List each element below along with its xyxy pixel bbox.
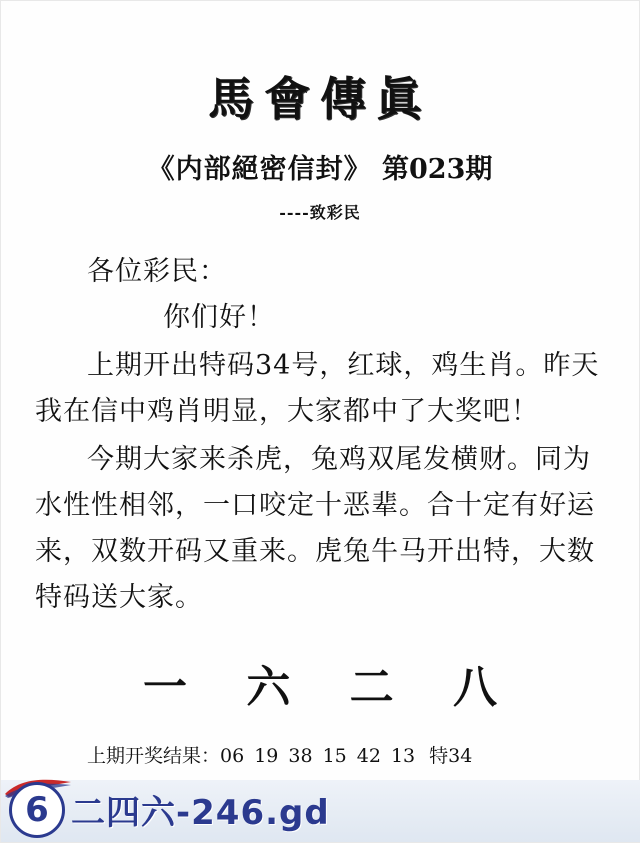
result-number: 13 [390,745,416,767]
special-label: 特 [429,745,449,767]
dedication-line: ----致彩民 [279,203,361,222]
page-title: 馬會傳眞 [208,72,432,126]
paragraph-2: 今期大家来杀虎，兔鸡双尾发横财。同为水性性相邻，一口咬定十恶辈。合十定有好运来，双数开码又重来。虎兔牛马开出特，大数特码送大家。 [35,444,595,613]
greeting-line-1: 各位彩民： [87,256,227,287]
result-number: 15 [322,745,347,767]
letter-body [35,249,605,621]
previous-results-label: 上期开奖结果： [87,745,221,767]
confidential-envelope-label: 《内部絕密信封》 [147,154,372,185]
lucky-numbers: 一 六 二 八 [143,662,519,713]
site-logo-icon: 6 [9,782,65,838]
previous-results-line [1,741,639,768]
brand-domain: 246.gd [191,793,330,833]
brand-chinese: 二四六 [71,793,176,833]
brand-text [71,785,330,834]
brand-dash: - [176,793,192,833]
result-number: 38 [288,745,313,767]
special-number: 34 [448,745,473,767]
subtitle-line [1,147,639,186]
result-number: 42 [356,745,381,767]
issue-number: 第023期 [382,154,493,185]
result-number: 06 [220,745,245,767]
paragraph-1: 上期开出特码34号，红球，鸡生肖。昨天我在信中鸡肖明显，大家都中了大奖吧！ [35,350,600,427]
greeting-line-2: 你们好！ [163,302,275,333]
footer-watermark-band [1,780,640,842]
result-number: 19 [254,745,279,767]
